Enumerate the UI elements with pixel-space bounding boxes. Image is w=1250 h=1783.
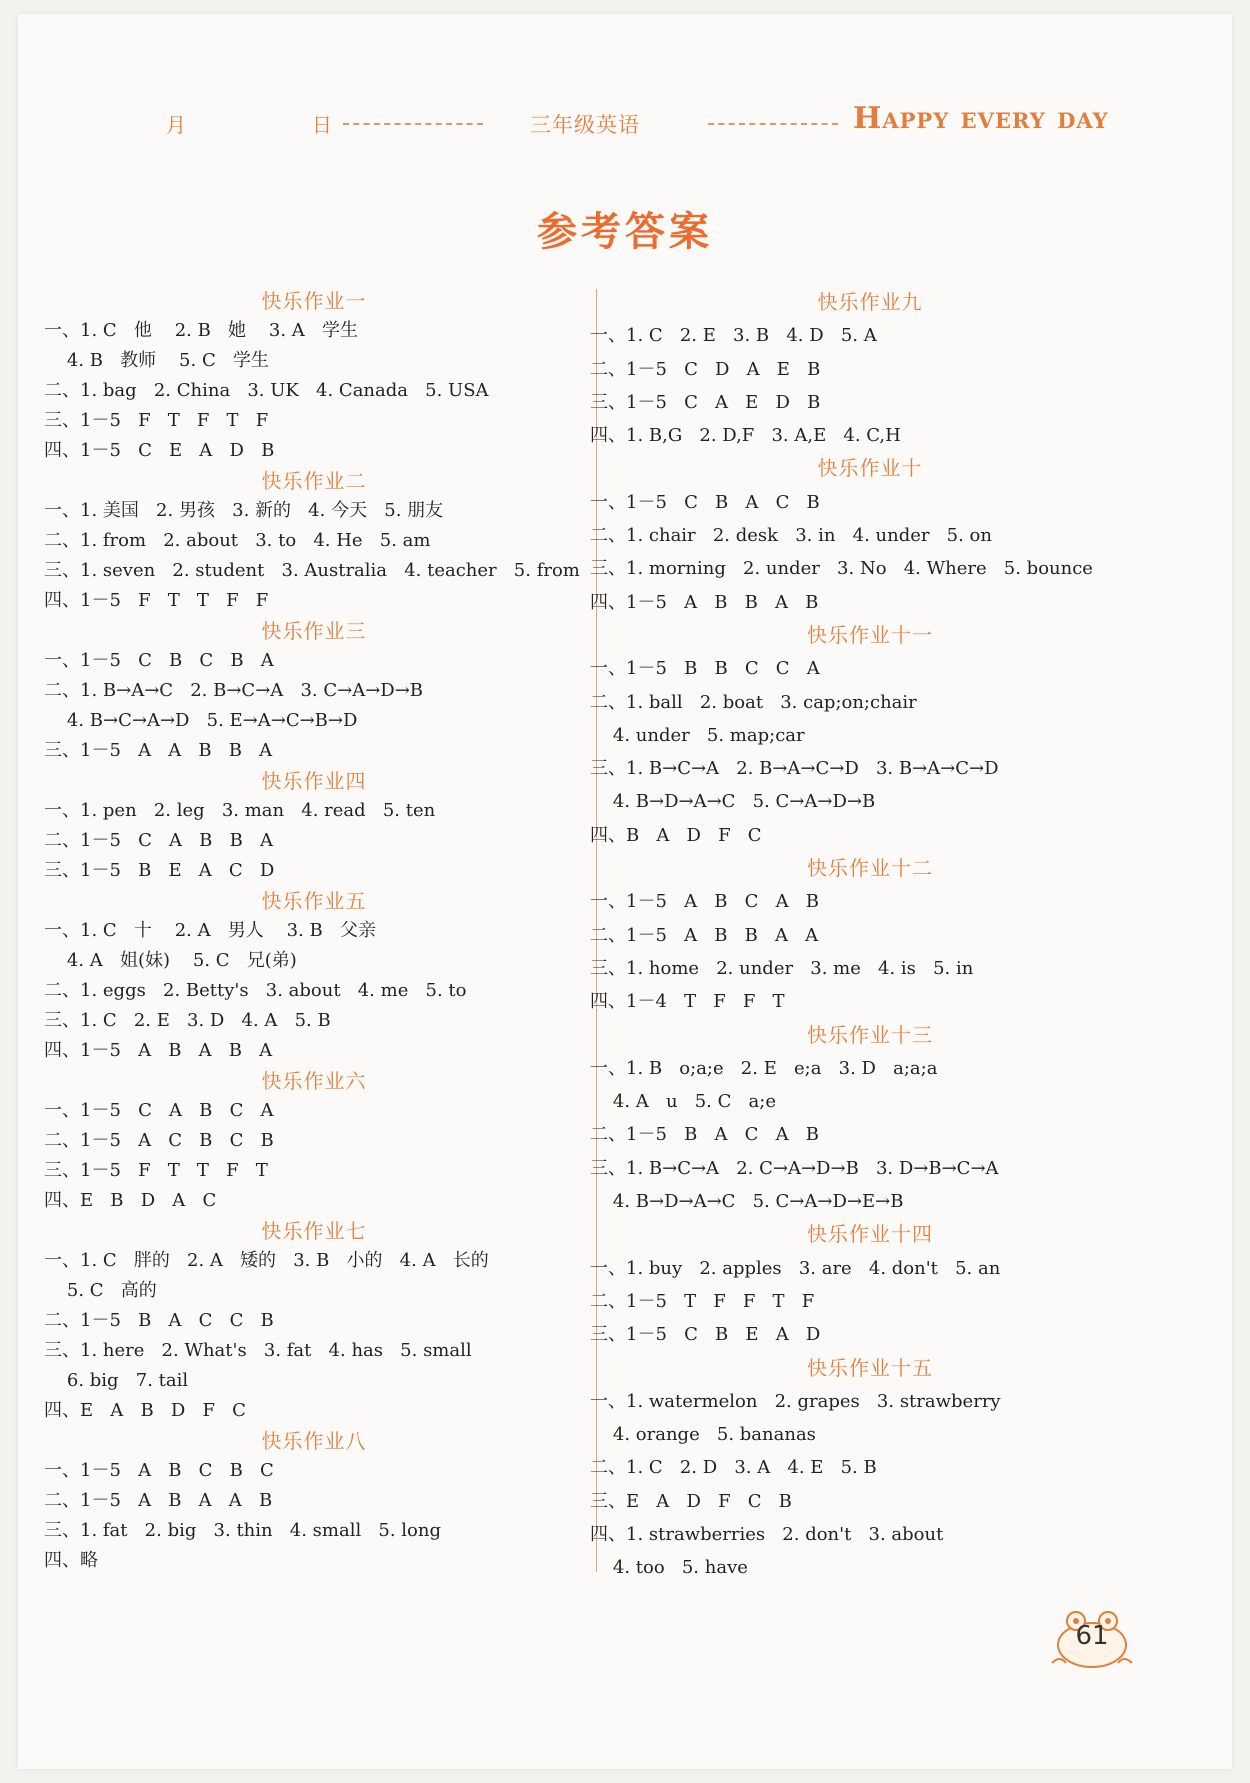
header-dashed-line [708, 123, 838, 125]
answer-line: 一、1－5 C B C B A [44, 650, 274, 671]
answer-line: 一、1－5 A B C B C [44, 1460, 274, 1481]
page-header [18, 101, 1232, 149]
answer-line: 四、1－5 A B B A B [590, 591, 819, 613]
answer-line: 三、1－5 C A E D B [590, 391, 821, 413]
answer-line: 三、1－5 A A B B A [44, 740, 273, 761]
answer-line: 二、1. eggs 2. Betty's 3. about 4. me 5. to [44, 980, 467, 1001]
answer-line: 一、1－5 C B A C B [590, 491, 820, 513]
answer-line: 4. A 姐(妹) 5. C 兄(弟) [44, 950, 297, 971]
answer-line: 4. B→D→A→C 5. C→A→D→E→B [590, 1191, 904, 1213]
answer-line: 5. C 高的 [44, 1280, 157, 1301]
answer-line: 四、略 [44, 1550, 98, 1571]
answer-line: 二、1－5 B A C C B [44, 1310, 274, 1331]
section-title: 快乐作业六 [261, 1069, 367, 1093]
answer-line: 四、E B D A C [44, 1190, 217, 1211]
answer-line: 一、1. 美国 2. 男孩 3. 新的 4. 今天 5. 朋友 [44, 500, 444, 521]
answer-line: 二、1－5 A B A A B [44, 1490, 273, 1511]
answer-line: 一、1－5 C A B C A [44, 1100, 274, 1121]
answer-line: 三、1. home 2. under 3. me 4. is 5. in [590, 957, 974, 979]
answer-line: 四、1. B,G 2. D,F 3. A,E 4. C,H [590, 425, 901, 447]
answer-line: 二、1－5 B A C A B [590, 1124, 819, 1146]
answer-line: 一、1－5 B B C C A [590, 658, 820, 680]
answer-line: 三、1－5 F T T F T [44, 1160, 268, 1181]
section-title: 快乐作业十一 [807, 622, 933, 647]
answer-line: 4. B→D→A→C 5. C→A→D→B [590, 791, 876, 813]
month-label: 月 [166, 113, 186, 137]
page-number-badge [1046, 1607, 1138, 1671]
section-title: 快乐作业十 [817, 456, 923, 481]
answer-line: 三、1. B→C→A 2. B→A→C→D 3. B→A→C→D [590, 758, 999, 780]
answer-line: 二、1. B→A→C 2. B→C→A 3. C→A→D→B [44, 680, 424, 701]
answer-line: 三、E A D F C B [590, 1490, 792, 1512]
answer-key-page [18, 14, 1232, 1769]
right-answer-column [590, 286, 1150, 1585]
answer-line: 四、1－5 A B A B A [44, 1040, 273, 1061]
answer-line: 一、1－5 A B C A B [590, 891, 819, 913]
brand-slogan: Happy every day [853, 101, 1109, 136]
answer-line: 4. under 5. map;car [590, 724, 805, 746]
answer-line: 三、1－5 F T F T F [44, 410, 269, 431]
section-title: 快乐作业一 [261, 289, 367, 313]
answer-line: 三、1. B→C→A 2. C→A→D→B 3. D→B→C→A [590, 1157, 999, 1179]
answer-line: 四、1－4 T F F T [590, 991, 785, 1013]
section-title: 快乐作业十三 [807, 1022, 933, 1047]
section-title: 快乐作业十四 [807, 1222, 933, 1247]
answer-line: 4. orange 5. bananas [590, 1424, 816, 1446]
answer-line: 二、1－5 C D A E B [590, 358, 821, 380]
answer-line: 二、1. chair 2. desk 3. in 4. under 5. on [590, 525, 992, 547]
day-label: 日 [312, 113, 332, 137]
answer-line: 4. B 教师 5. C 学生 [44, 350, 269, 371]
section-title: 快乐作业三 [261, 619, 367, 643]
page-number: 61 [1075, 1621, 1109, 1651]
answer-line: 三、1. C 2. E 3. D 4. A 5. B [44, 1010, 331, 1031]
section-title: 快乐作业八 [261, 1429, 367, 1453]
section-title: 快乐作业十五 [807, 1355, 933, 1380]
section-title: 快乐作业九 [817, 290, 923, 314]
answer-line: 4. B→C→A→D 5. E→A→C→B→D [44, 710, 358, 731]
answer-line: 三、1. seven 2. student 3. Australia 4. teacher 5. from [44, 560, 580, 581]
answer-line: 一、1. C 十 2. A 男人 3. B 父亲 [44, 920, 376, 941]
section-title: 快乐作业五 [261, 889, 367, 913]
answer-line: 四、B A D F C [590, 824, 762, 846]
answer-line: 一、1. pen 2. leg 3. man 4. read 5. ten [44, 800, 436, 821]
answer-line: 二、1. from 2. about 3. to 4. He 5. am [44, 530, 431, 551]
answer-line: 一、1. C 胖的 2. A 矮的 3. B 小的 4. A 长的 [44, 1250, 489, 1271]
answer-line: 一、1. buy 2. apples 3. are 4. don't 5. an [590, 1257, 1001, 1279]
answer-line: 四、1. strawberries 2. don't 3. about [590, 1523, 944, 1545]
answer-line: 4. too 5. have [590, 1557, 748, 1579]
answer-line: 二、1. bag 2. China 3. UK 4. Canada 5. USA [44, 380, 489, 401]
answer-line: 三、1－5 C B E A D [590, 1324, 821, 1346]
answer-line: 三、1－5 B E A C D [44, 860, 275, 881]
section-title: 快乐作业四 [261, 769, 367, 793]
answer-line: 二、1－5 T F F T F [590, 1290, 815, 1312]
answer-line: 一、1. watermelon 2. grapes 3. strawberry [590, 1390, 1001, 1412]
answer-line: 三、1. fat 2. big 3. thin 4. small 5. long [44, 1520, 442, 1541]
answer-line: 一、1. B o;a;e 2. E e;a 3. D a;a;a [590, 1057, 938, 1079]
answer-line: 4. A u 5. C a;e [590, 1091, 776, 1113]
answer-line: 6. big 7. tail [44, 1370, 189, 1391]
answer-line: 三、1. morning 2. under 3. No 4. Where 5. bounce [590, 558, 1093, 580]
section-title: 快乐作业十二 [807, 856, 933, 881]
left-answer-column [44, 286, 584, 1576]
answer-line: 一、1. C 2. E 3. B 4. D 5. A [590, 325, 877, 347]
page-title: 参考答案 [537, 209, 713, 255]
answer-line: 二、1－5 A C B C B [44, 1130, 274, 1151]
answer-line: 二、1－5 A B B A A [590, 924, 819, 946]
answer-line: 四、1－5 C E A D B [44, 440, 275, 461]
answer-line: 二、1. C 2. D 3. A 4. E 5. B [590, 1457, 877, 1479]
section-title: 快乐作业二 [261, 469, 367, 493]
answer-line: 四、1－5 F T T F F [44, 590, 269, 611]
section-title: 快乐作业七 [261, 1219, 367, 1243]
answer-line: 三、1. here 2. What's 3. fat 4. has 5. small [44, 1340, 472, 1361]
answer-line: 一、1. C 他 2. B 她 3. A 学生 [44, 320, 358, 341]
grade-subject: 三年级英语 [530, 113, 640, 137]
answer-line: 二、1－5 C A B B A [44, 830, 273, 851]
answer-line: 二、1. ball 2. boat 3. cap;on;chair [590, 691, 917, 713]
header-dashed-line [343, 123, 483, 125]
answer-line: 四、E A B D F C [44, 1400, 246, 1421]
